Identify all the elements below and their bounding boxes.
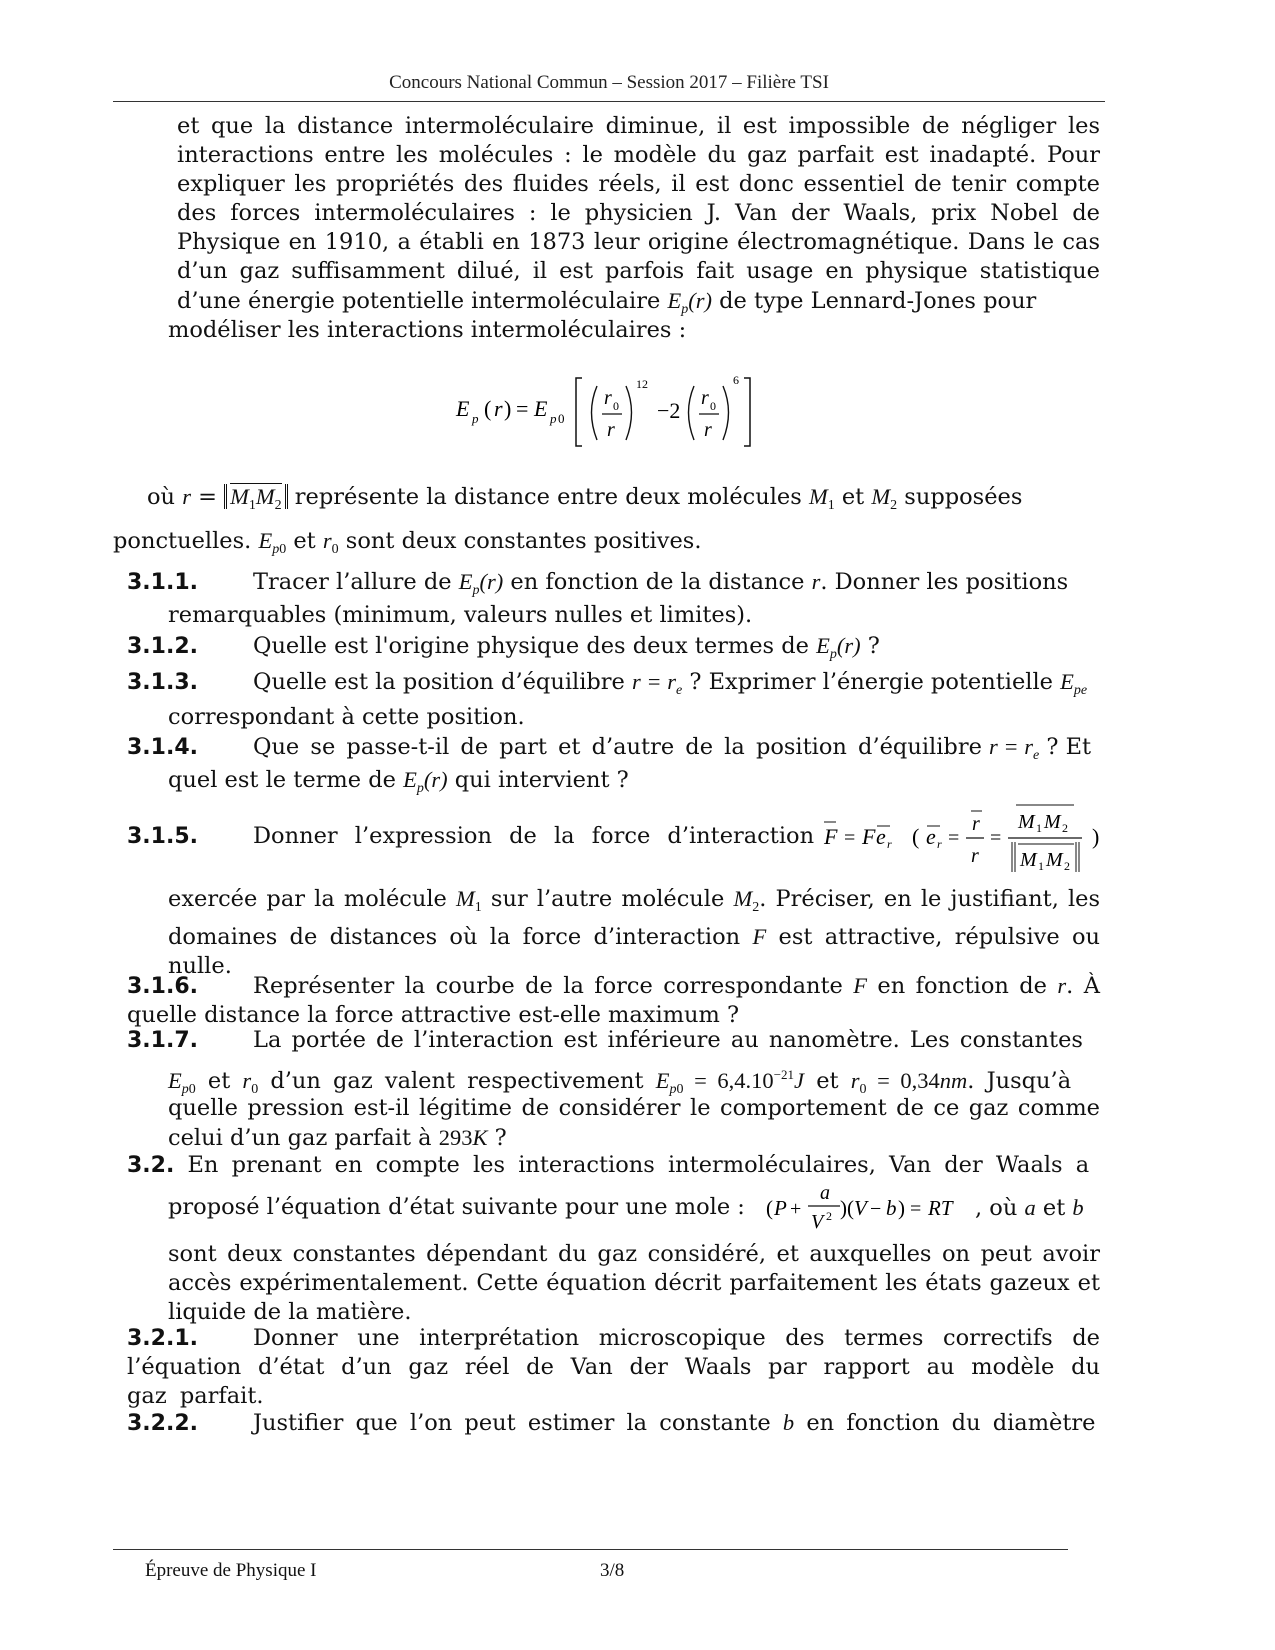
question-3-1-5-cont: exercée par la molécule $M_1$ sur l’autre molécule $M_2$. Préciser, en le justifiant, les domaines de distances où la force d’interaction F est attractive, répulsive ou nulle. xyxy=(168,886,1101,979)
question-3-1-6: 3.1.6. Représenter la courbe de la force correspondante F en fonction de r. À quelle distance la force attractive est-elle maximum ? xyxy=(127,973,1100,1028)
svg-text:r: r xyxy=(701,387,709,409)
svg-text:b: b xyxy=(886,1196,897,1220)
svg-text:a: a xyxy=(820,1184,830,1204)
question-3-1-7-cont: quelle pression est-il légitime de considérer le comportement de ce gaz comme celui d’un gaz parfait à 293K ? xyxy=(168,1095,1100,1151)
svg-text:M: M xyxy=(1020,849,1037,871)
footer-rule xyxy=(113,1549,1068,1550)
question-3-2-line-2-end: , où a et b xyxy=(975,1195,1084,1221)
svg-text:E: E xyxy=(534,396,548,421)
svg-text:r: r xyxy=(937,837,942,851)
svg-text:6: 6 xyxy=(733,373,739,387)
question-3-2-line-2: proposé l’équation d’état suivante pour une mole : xyxy=(168,1194,745,1220)
svg-text:12: 12 xyxy=(636,377,648,391)
svg-text:F: F xyxy=(824,824,838,849)
svg-text:r: r xyxy=(887,837,892,851)
svg-text:): ) xyxy=(898,1196,905,1220)
svg-text:2: 2 xyxy=(826,1209,832,1223)
question-3-1-3: 3.1.3. Quelle est la position d’équilibre $r = r_e$ ? Exprimer l’énergie potentielle $E_{pe}$ xyxy=(127,669,1088,698)
svg-text:p: p xyxy=(550,411,557,426)
question-3-2-1: 3.2.1. Donner une interprétation microscopique des termes correctifs de l’équation d’état d’un gaz réel de Van der Waals par rapport au modèle du gaz parfait. xyxy=(127,1325,1100,1409)
intro-line-3: modéliser les interactions intermoléculaires : xyxy=(168,317,687,343)
svg-text:e: e xyxy=(926,824,936,849)
svg-text:=: = xyxy=(948,827,960,849)
svg-text:(: ( xyxy=(912,824,920,849)
svg-text:0: 0 xyxy=(558,411,565,426)
svg-text:e: e xyxy=(876,824,886,849)
svg-text:RT: RT xyxy=(928,1196,953,1220)
svg-text:=: = xyxy=(910,1198,922,1220)
svg-text:r: r xyxy=(607,419,615,441)
page-header: Concours National Commun – Session 2017 – Filière TSI xyxy=(389,72,829,93)
definition-line-1: où $r = M_1M_2$ représente la distance entre deux molécules $M_1$ et $M_2$ supposées xyxy=(147,484,1023,513)
question-3-1-2: 3.1.2. Quelle est l'origine physique des deux termes de $E_p(r)$ ? xyxy=(127,633,880,662)
ep-r-symbol: $E_p(r)$ xyxy=(667,288,712,317)
svg-text:p: p xyxy=(472,411,479,426)
svg-text:E: E xyxy=(456,396,470,421)
svg-text:): ) xyxy=(504,396,512,421)
question-3-2: 3.2. En prenant en compte les interactions intermoléculaires, Van der Waals a xyxy=(127,1152,1090,1178)
svg-text:(: ( xyxy=(766,1196,773,1220)
question-3-1-1: 3.1.1. Tracer l’allure de $E_p(r)$ en fonction de la distance r. Donner les positions xyxy=(127,569,1069,598)
svg-text:r: r xyxy=(604,387,612,409)
svg-text:2: 2 xyxy=(1064,859,1070,873)
question-3-1-7: 3.1.7. La portée de l’interaction est inférieure au nanomètre. Les constantes xyxy=(127,1027,1083,1053)
question-3-2-2: 3.2.2. Justifier que l’on peut estimer la constante b en fonction du diamètre xyxy=(127,1410,1096,1436)
footer-title: Épreuve de Physique I xyxy=(145,1560,317,1581)
svg-text:M: M xyxy=(1046,849,1063,871)
question-3-1-4-cont: quel est le terme de $E_p(r)$ qui intervient ? xyxy=(168,767,629,796)
intro-paragraph xyxy=(177,112,1100,324)
svg-text:M: M xyxy=(1018,811,1035,833)
van-der-waals-equation xyxy=(764,1184,974,1236)
svg-text:(: ( xyxy=(484,396,492,421)
svg-text:V: V xyxy=(854,1196,867,1220)
svg-text:r: r xyxy=(971,845,979,867)
svg-text:M: M xyxy=(1044,811,1061,833)
svg-text:V: V xyxy=(811,1211,824,1233)
svg-text:F: F xyxy=(862,824,876,849)
svg-text:1: 1 xyxy=(1036,821,1042,835)
definition-line-2: ponctuelles. $E_{p0}$ et $r_0$ sont deux constantes positives. xyxy=(113,528,702,557)
svg-text:r: r xyxy=(704,419,712,441)
intro-text-2: de type Lennard-Jones pour xyxy=(719,288,1037,314)
question-3-2-cont: sont deux constantes dépendant du gaz considéré, et auxquelles on peut avoir accès expérimentalement. Cette équation décrit parfaitement les états gazeux et liquide de la matière. xyxy=(168,1241,1100,1325)
svg-text:+: + xyxy=(790,1198,802,1220)
svg-text:−2: −2 xyxy=(657,398,681,423)
svg-text:1: 1 xyxy=(1038,859,1044,873)
svg-text:−: − xyxy=(870,1198,882,1220)
question-3-1-1-cont: remarquables (minimum, valeurs nulles et limites). xyxy=(168,602,753,628)
svg-text:): ) xyxy=(1092,824,1100,849)
lennard-jones-equation xyxy=(450,368,770,458)
svg-text:0: 0 xyxy=(710,399,716,413)
svg-text:r: r xyxy=(494,396,503,421)
question-3-1-5: 3.1.5. Donner l’expression de la force d’interaction xyxy=(127,823,815,849)
intro-text: et que la distance intermoléculaire diminue, il est impossible de négliger les interactions entre les molécules : le modèle du gaz parfait est inadapté. Pour expliquer les propriétés des fluides réels, il est donc essentiel de tenir compte des forces intermoléculaires : le physicien J. Van der Waals, prix Nobel de Physique en 1910, a établi en 1873 leur origine électromagnétique. Dans le cas d’un gaz suffisamment dilué, il est parfois fait usage en physique statistique d’une énergie potentielle intermoléculaire xyxy=(177,113,1100,314)
header-rule xyxy=(113,101,1105,102)
svg-text:)(: )( xyxy=(840,1196,854,1220)
svg-text:P: P xyxy=(774,1196,787,1220)
svg-text:=: = xyxy=(990,827,1002,849)
page-number: 3/8 xyxy=(600,1560,625,1581)
svg-text:=: = xyxy=(844,827,856,849)
svg-text:2: 2 xyxy=(1062,821,1068,835)
svg-text:r: r xyxy=(972,813,980,835)
question-3-1-3-cont: correspondant à cette position. xyxy=(168,704,525,730)
force-definition-formula xyxy=(820,800,1110,880)
question-3-1-7-line-2: $E_{p0}$ et $r_0$ d’un gaz valent respectivement $E_{p0} = 6,4.10^{-21}J$ et $r_0 = 0,34nm$. Jusqu’à xyxy=(168,1067,1072,1097)
svg-text:=: = xyxy=(516,396,529,421)
svg-text:0: 0 xyxy=(613,399,619,413)
question-3-1-4: 3.1.4. Que se passe-t-il de part et d’autre de la position d’équilibre $r = r_e$ ? Et xyxy=(127,734,1092,763)
